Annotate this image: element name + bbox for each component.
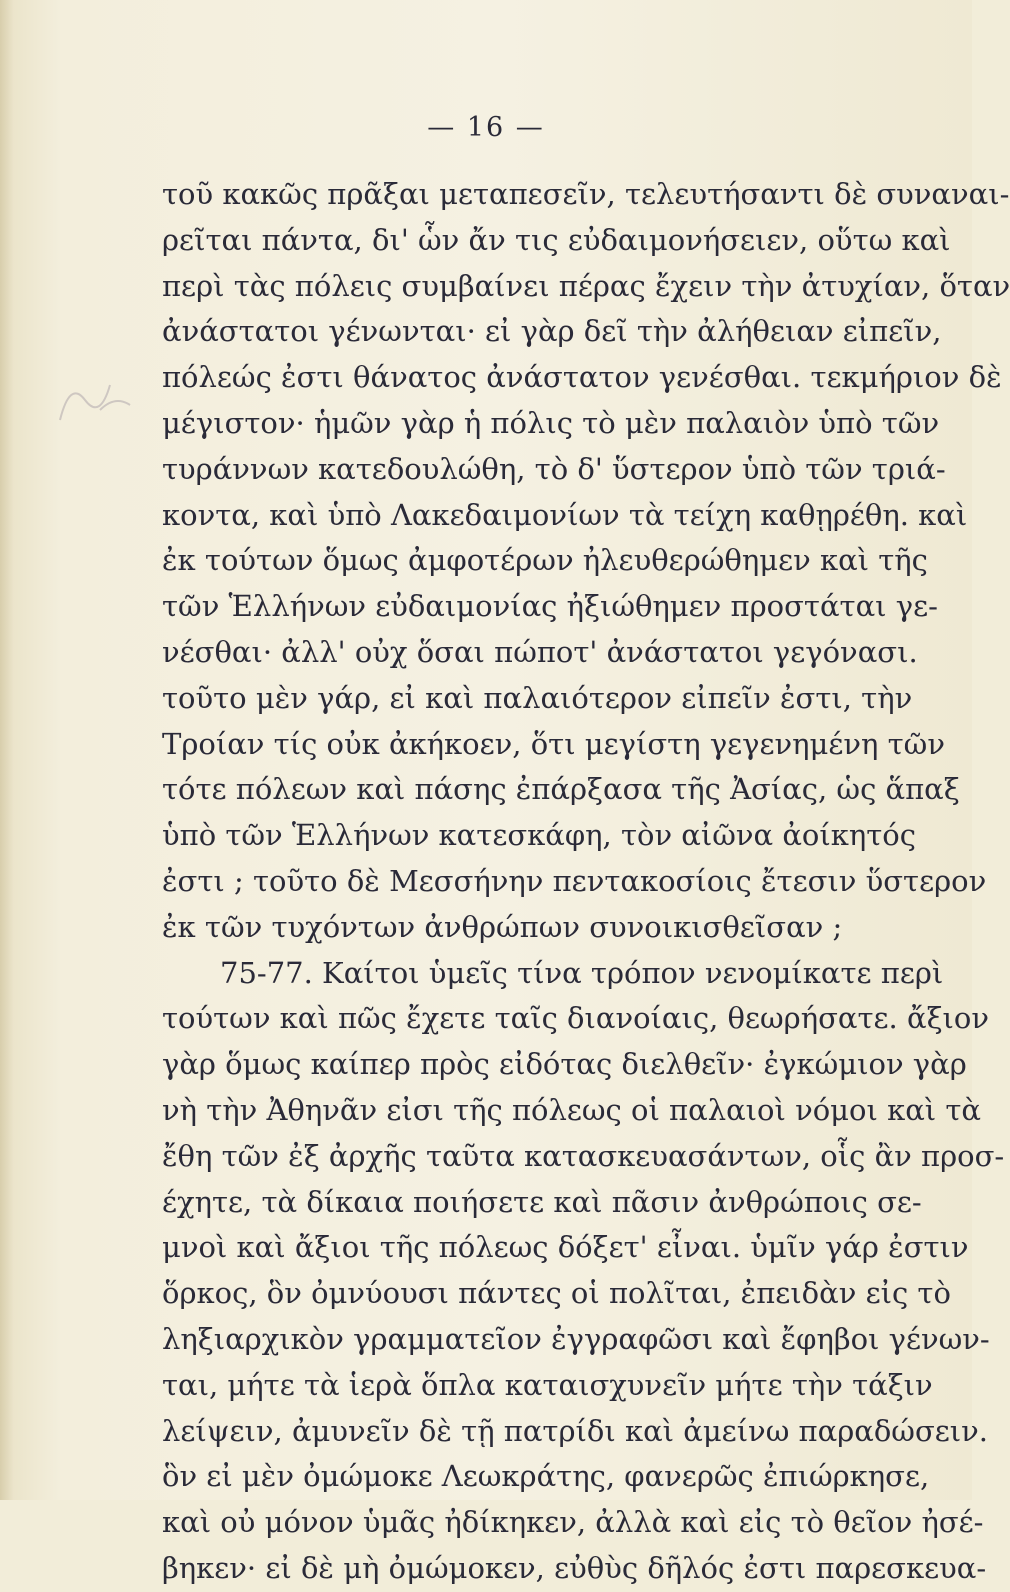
text-line: ἀνάστατοι γένωνται· εἰ γὰρ δεῖ τὴν ἀλήθειαν εἰπεῖν, [162, 314, 942, 349]
page-binding-edge [0, 0, 14, 1500]
text-line: έχητε, τὰ δίκαια ποιήσετε καὶ πᾶσιν ἀνθρώποις σε- [162, 1184, 922, 1219]
text-line: τούτων καὶ πῶς ἔχετε ταῖς διανοίαις, θεωρήσατε. ἄξιον [162, 1001, 989, 1036]
text-line: ται, μήτε τὰ ἱερὰ ὅπλα καταισχυνεῖν μήτε τὴν τάξιν [162, 1367, 933, 1402]
text-line: περὶ τὰς πόλεις συμβαίνει πέρας ἔχειν τὴν ἀτυχίαν, ὅταν [162, 268, 1010, 303]
text-line: καὶ οὐ μόνον ὑμᾶς ἠδίκηκεν, ἀλλὰ καὶ εἰς τὸ θεῖον ἠσέ- [162, 1505, 984, 1540]
text-line: γὰρ ὅμως καίπερ πρὸς εἰδότας διελθεῖν· ἐγκώμιον γὰρ [162, 1047, 967, 1082]
body-text [162, 172, 1010, 1592]
text-line: ληξιαρχικὸν γραμματεῖον ἐγγραφῶσι καὶ ἔφηβοι γένων- [162, 1321, 990, 1356]
text-line: βηκεν· εἰ δὲ μὴ ὀμώμοκεν, εὐθὺς δῆλός ἐστι παρεσκευα- [162, 1550, 987, 1585]
text-line: τοῦ κακῶς πρᾶξαι μεταπεσεῖν, τελευτήσαντι δὲ συναναι- [162, 177, 1010, 211]
text-line: τότε πόλεων καὶ πάσης ἐπάρξασα τῆς Ἀσίας, ὡς ἅπαξ [162, 772, 960, 807]
text-line: νέσθαι· ἀλλ' οὐχ ὅσαι πώποτ' ἀνάστατοι γεγόνασι. [162, 634, 918, 669]
text-line: τοῦτο μὲν γάρ, εἰ καὶ παλαιότερον εἰπεῖν ἐστι, τὴν [162, 680, 913, 715]
text-line: ἔθη τῶν ἐξ ἀρχῆς ταῦτα κατασκευασάντων, οἷς ἂν προσ- [162, 1138, 1005, 1173]
text-line: μέγιστον· ἡμῶν γὰρ ἡ πόλις τὸ μὲν παλαιὸν ὑπὸ τῶν [162, 405, 940, 440]
text-line: λείψειν, ἀμυνεῖν δὲ τῇ πατρίδι καὶ ἀμείνω παραδώσειν. [162, 1413, 988, 1448]
page-number: — 16 — [427, 112, 545, 143]
text-line: κοντα, καὶ ὑπὸ Λακεδαιμονίων τὰ τείχη καθῃρέθη. καὶ [162, 497, 968, 532]
text-line: ὅρκος, ὃν ὀμνύουσι πάντες οἱ πολῖται, ἐπειδὰν εἰς τὸ [162, 1276, 951, 1311]
pencil-annotation-mark [40, 360, 150, 440]
text-line: ὑπὸ τῶν Ἑλλήνων κατεσκάφη, τὸν αἰῶνα ἀοίκητός [162, 818, 916, 853]
text-line: ἐκ τούτων ὅμως ἀμφοτέρων ἠλευθερώθημεν καὶ τῆς [162, 543, 928, 578]
text-line: νὴ τὴν Ἀθηνᾶν εἰσι τῆς πόλεως οἱ παλαιοὶ νόμοι καὶ τὰ [162, 1092, 981, 1127]
text-line: ρεῖται πάντα, δι' ὧν ἄν τις εὐδαιμονήσειεν, οὕτω καὶ [162, 222, 951, 257]
text-line: τυράννων κατεδουλώθη, τὸ δ' ὕστερον ὑπὸ τῶν τριά- [162, 451, 946, 486]
text-line: ὃν εἰ μὲν ὀμώμοκε Λεωκράτης, φανερῶς ἐπιώρκησε, [162, 1459, 930, 1494]
section-start-line: 75-77. Καίτοι ὑμεῖς τίνα τρόπον νενομίκατε περὶ [220, 955, 944, 990]
text-line: ἐκ τῶν τυχόντων ἀνθρώπων συνοικισθεῖσαν ; [162, 909, 843, 944]
text-line: τῶν Ἑλλήνων εὐδαιμονίας ἠξιώθημεν προστάται γε- [162, 589, 938, 624]
text-line: πόλεώς ἐστι θάνατος ἀνάστατον γενέσθαι. τεκμήριον δὲ [162, 360, 1002, 395]
text-line: μνοὶ καὶ ἄξιοι τῆς πόλεως δόξετ' εἶναι. ὑμῖν γάρ ἐστιν [162, 1230, 969, 1265]
text-line: Τροίαν τίς οὐκ ἀκήκοεν, ὅτι μεγίστη γεγενημένη τῶν [162, 726, 945, 761]
text-line: ἐστι ; τοῦτο δὲ Μεσσήνην πεντακοσίοις ἔτεσιν ὕστερον [162, 863, 987, 898]
